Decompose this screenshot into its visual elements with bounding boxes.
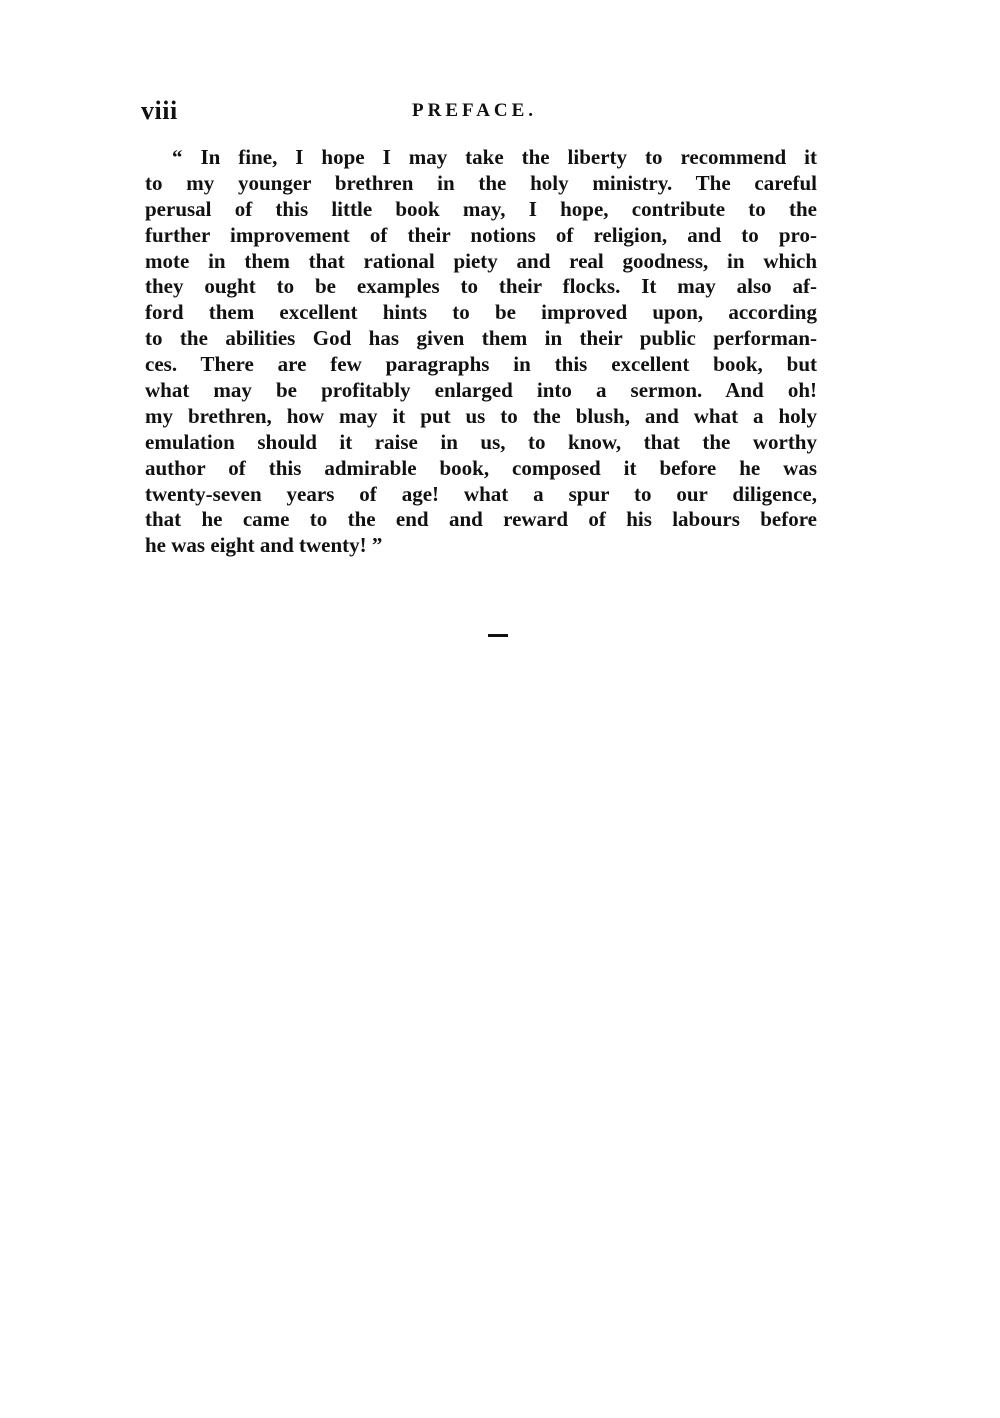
text-line: “ In fine, I hope I may take the liberty to recommend it [172, 145, 817, 169]
text-line: ces. There are few paragraphs in this excellent book, but [145, 352, 817, 377]
running-head-title: PREFACE. [412, 100, 538, 121]
end-rule [488, 634, 508, 637]
text-line: further improvement of their notions of religion, and to pro- [145, 222, 817, 247]
text-line: what may be profitably enlarged into a sermon. And oh! [145, 378, 817, 403]
text-line: my brethren, how may it put us to the blush, and what a holy [145, 403, 817, 428]
text-line: ford them excellent hints to be improved upon, according [145, 300, 817, 325]
running-head [141, 96, 817, 128]
text-line: to the abilities God has given them in their public performan- [145, 326, 817, 351]
text-line: perusal of this little book may, I hope, contribute to the [145, 196, 817, 221]
page-number: viii [141, 96, 178, 125]
text-line: they ought to be examples to their flocks. It may also af- [145, 274, 817, 299]
text-line: twenty-seven years of age! what a spur to our diligence, [145, 481, 817, 506]
text-line: mote in them that rational piety and real goodness, in which [145, 248, 817, 273]
text-line: that he came to the end and reward of his labours before [145, 507, 817, 532]
text-line: author of this admirable book, composed it before he was [145, 455, 817, 480]
preface-paragraph [145, 145, 817, 559]
text-line: to my younger brethren in the holy ministry. The careful [145, 170, 817, 195]
text-line: he was eight and twenty! ” [145, 533, 383, 558]
text-line: emulation should it raise in us, to know, that the worthy [145, 429, 817, 454]
